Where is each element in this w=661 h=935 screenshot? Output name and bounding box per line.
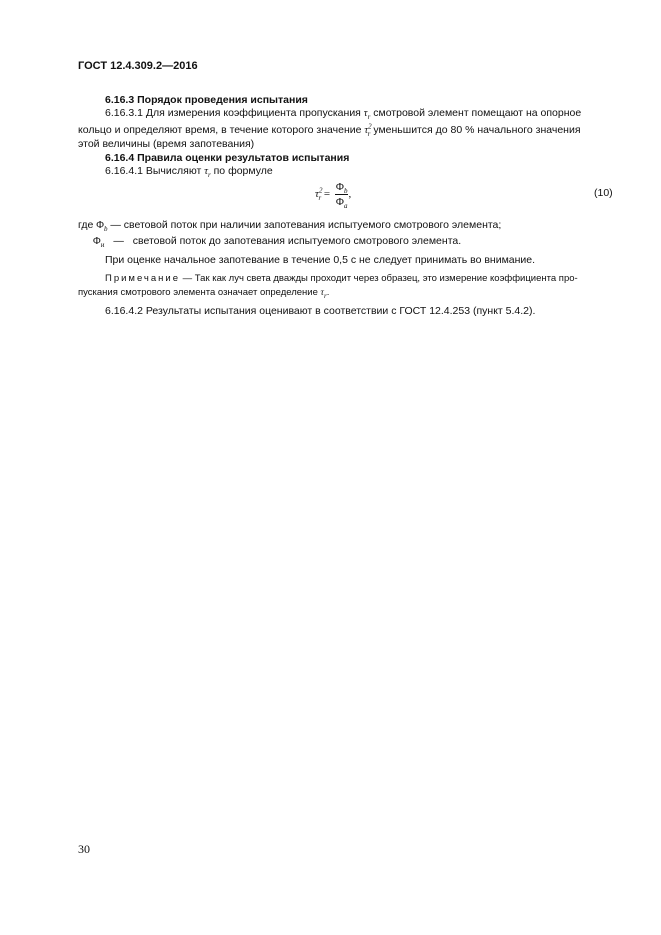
definition-text: световой поток при наличии запотевания испытуемого смотрового элемента;: [123, 219, 502, 231]
phi-b-symbol: $\Phi_b$: [96, 220, 108, 234]
tau-symbol: $\tau_r$: [320, 288, 327, 300]
where-line-phi-i: [93, 235, 461, 248]
tau-squared-symbol: $\tau^2_r$: [364, 122, 372, 139]
formula-equals: =: [323, 188, 331, 201]
section-heading-6-16-4: [105, 152, 349, 165]
paragraph-text: кольцо и определяют время, в течение которого значение: [78, 124, 362, 136]
document-header: ГОСТ 12.4.309.2—2016: [78, 60, 198, 72]
tau-symbol: $\tau_r$: [204, 166, 211, 180]
section-number: 6.16.3: [105, 94, 135, 106]
paragraph-text: Результаты испытания оценивают в соответствии с ГОСТ 12.4.253 (пункт 5.4.2).: [145, 305, 536, 317]
paragraph-6-16-4-2: [105, 305, 535, 318]
where-line-phi-b: [78, 219, 501, 232]
paragraph-6-16-3-1-line3: этой величины (время запотевания): [78, 138, 255, 150]
dash: —: [113, 235, 124, 247]
paragraph-text: Для измерения коэффициента пропускания: [145, 107, 361, 119]
formula-fraction: [335, 181, 352, 211]
paragraph-text: уменьшится до 80 % начального значения: [373, 124, 581, 136]
formula-denominator: $\Phi_a$: [335, 196, 348, 211]
note-text: — Так как луч света дважды проходит через образец, это измерение коэффициента про-: [182, 273, 578, 284]
paragraph-6-16-3-1-line2: [78, 124, 581, 137]
paragraph-6-16-4-1: [105, 165, 273, 178]
definition-text: световой поток до запотевания испытуемого смотрового элемента.: [132, 235, 462, 247]
paragraph-text: смотровой элемент помещают на опорное: [373, 107, 582, 119]
paragraph-text: по формуле: [213, 165, 273, 177]
clause-number: 6.16.3.1: [105, 107, 143, 119]
phi-i-symbol: $\Phi_и$: [93, 236, 105, 250]
clause-number: 6.16.4.1: [105, 165, 143, 177]
paragraph-initial-fogging: При оценке начальное запотевание в течение 0,5 с не следует принимать во внимание.: [105, 254, 536, 266]
paragraph-6-16-3-1-line1: [105, 107, 581, 120]
section-title: Правила оценки результатов испытания: [137, 152, 350, 164]
section-title: Порядок проведения испытания: [137, 94, 308, 106]
formula-numerator: $\Phi_b$: [335, 181, 348, 196]
dash: —: [110, 219, 121, 231]
note-line2: пускания смотрового элемента означает определение $\tau_r$.: [78, 287, 330, 300]
paragraph-text: Вычисляют: [145, 165, 202, 177]
tau-symbol: $\tau_r$: [363, 108, 371, 122]
equation-number: (10): [594, 187, 613, 199]
note-label: Примечание: [105, 273, 180, 284]
section-heading-6-16-3: [105, 94, 308, 107]
note-line1: [105, 272, 578, 285]
clause-number: 6.16.4.2: [105, 305, 143, 317]
section-number: 6.16.4: [105, 152, 135, 164]
where-label: где: [78, 219, 94, 231]
formula-lhs: $\tau^2_r$: [315, 186, 323, 203]
formula-comma: ,: [348, 188, 352, 201]
note-text: пускания смотрового элемента означает определение: [78, 287, 318, 298]
formula-10: [315, 181, 351, 211]
page-number: 30: [78, 842, 90, 856]
